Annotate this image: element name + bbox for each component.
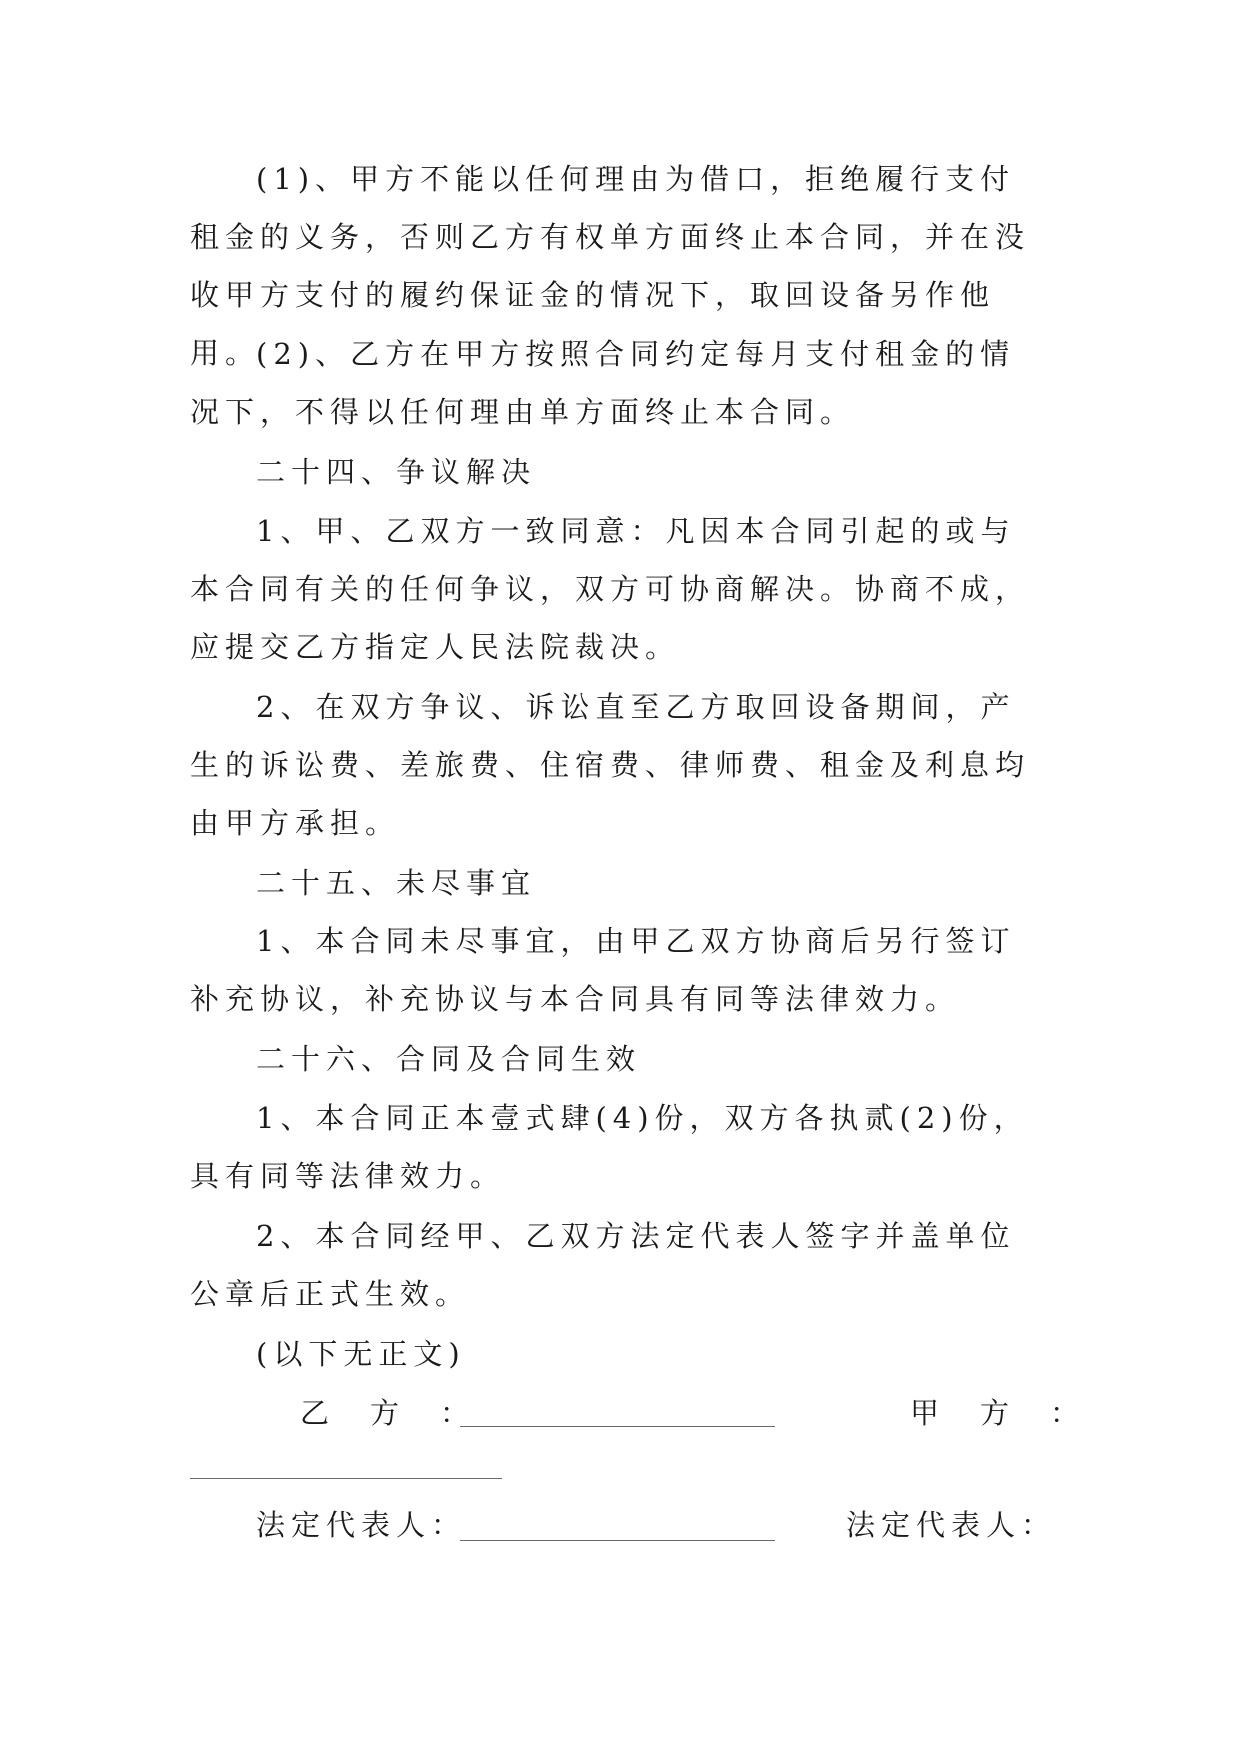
party-a-signature-blank (190, 1478, 502, 1479)
party-b-representative-label: 法定代表人： (256, 1508, 467, 1542)
clause-24-item-2: 2、在双方争议、诉讼直至乙方取回设备期间，产生的诉讼费、差旅费、住宿费、律师费、租金及利息均由甲方承担。 (190, 690, 1031, 840)
party-a-representative-label: 法定代表人： (846, 1508, 1057, 1542)
clause-23-item-1: (1)、甲方不能以任何理由为借口，拒绝履行支付租金的义务，否则乙方有权单方面终止本合同，并在没收甲方支付的履约保证金的情况下，取回设备另作他用。 (190, 162, 1031, 370)
section-heading-26: 二十六、合同及合同生效 (256, 1042, 642, 1076)
clause-24-item-1: 1、甲、乙双方一致同意：凡因本合同引起的或与本合同有关的任何争议，双方可协商解决。协商不成，应提交乙方指定人民法院裁决。 (190, 514, 1031, 664)
section-heading-24: 二十四、争议解决 (256, 455, 537, 489)
party-b-signature-blank (460, 1426, 775, 1427)
clause-26-item-1: 1、本合同正本壹式肆(4)份，双方各执贰(2)份，具有同等法律效力。 (190, 1101, 1029, 1193)
party-b-representative-blank (460, 1540, 775, 1541)
party-a-label: 甲 方 ： (910, 1396, 1086, 1430)
section-heading-25: 二十五、未尽事宜 (256, 866, 537, 900)
no-further-text-note: (以下无正文) (256, 1337, 466, 1371)
clause-26-item-2: 2、本合同经甲、乙双方法定代表人签字并盖单位公章后正式生效。 (190, 1219, 1016, 1311)
clause-25-item-1: 1、本合同未尽事宜，由甲乙双方协商后另行签订补充协议，补充协议与本合同具有同等法律效力。 (190, 924, 1016, 1016)
party-b-label: 乙 方 ： (300, 1396, 476, 1430)
clause-23-item-2: (2)、乙方在甲方按照合同约定每月支付租金的情况下，不得以任何理由单方面终止本合同。 (190, 337, 1016, 429)
